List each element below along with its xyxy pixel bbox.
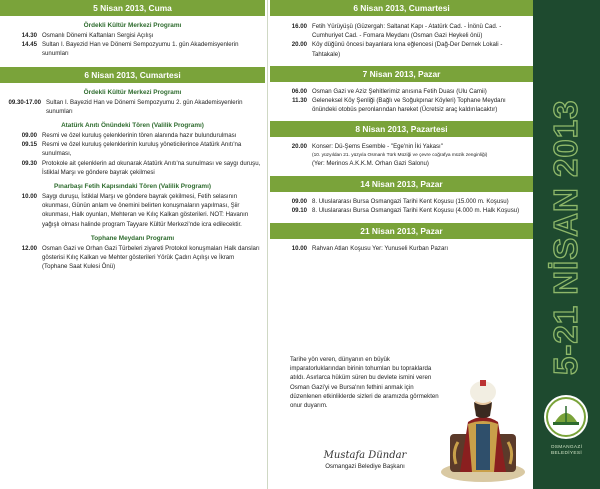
program-desc: Saygı duruşu, İstiklal Marşı ve göndere bayrak çekilmesi, Fetih selasının okunması, Günün anlam ve önemini belirten konuşmaların yapılması, Şiir okunması, Halk oyunları, Mehteran ve Kılıç Kalkan gösterileri. NOT: Havanın yağışlı olması halinde program Tayyare Kültür Merkezi'nde icra edilecektir.: [42, 193, 249, 228]
rows-apr8: [270, 142, 533, 167]
program-time: 11.30: [292, 97, 307, 105]
program-desc: Sultan I. Bayezid Han ve Dönemi Sempozyumu 1. gün Akademisyenlerin sunumları: [42, 41, 239, 58]
date-band-apr8: 8 Nisan 2013, Pazartesi: [270, 121, 533, 137]
program-desc: Resmi ve özel kuruluş çelenklerinin tören alanında hazır bulundurulması: [42, 132, 237, 140]
program-desc: Sultan I. Bayezid Han ve Dönemi Sempozyumu 2. gün Akademisyenlerin sunumları: [46, 98, 243, 115]
program-time: 09.10: [291, 207, 307, 215]
program-row: [0, 40, 265, 58]
signature: Mustafa Dündar: [323, 450, 407, 461]
program-row: [0, 98, 265, 116]
program-desc: Osmanlı Dönemi Kaftanları Sergisi Açılışı: [42, 32, 154, 39]
date-band-apr6-left: 6 Nisan 2013, Cumartesi: [0, 67, 265, 83]
program-time: 09.30: [21, 159, 37, 167]
column-divider: [267, 0, 268, 489]
program-desc: Rahvan Atları Koşusu Yer: Yunuseli Kurban Pazarı: [312, 245, 449, 253]
program-row: [270, 142, 533, 151]
section-title-tophane: Tophane Meydanı Programı: [90, 234, 175, 242]
program-row: [270, 96, 533, 114]
program-note-row: [270, 152, 533, 159]
program-row: [270, 244, 533, 253]
program-row: [270, 206, 533, 215]
program-time: 09.30-17.00: [8, 98, 41, 106]
program-time: 09.00: [291, 197, 307, 205]
rows-apr14: [270, 197, 533, 215]
program-time: 06.00: [291, 87, 307, 95]
signature-block: [290, 450, 440, 470]
date-band-apr5: 5 Nisan 2013, Cuma: [0, 0, 265, 16]
program-desc: Osman Gazi ve Orhan Gazi Türbeleri ziyareti Protokol konuşmaları Halk dansları gösterisi Kılıç Kalkan ve Mehter gösterileri Yörük Çadırı Açılışı ve İkram (Tophane Saat Kulesi Önü): [42, 244, 260, 271]
date-band-apr21: 21 Nisan 2013, Pazar: [270, 223, 533, 239]
date-band-apr14: 14 Nisan 2013, Pazar: [270, 176, 533, 192]
rows-apr6: [270, 22, 533, 59]
program-row: [270, 87, 533, 96]
signer-title: Osmangazi Belediye Başkanı: [325, 463, 405, 470]
program-row: [0, 140, 265, 158]
spacer: [270, 152, 312, 159]
program-time: 10.00: [21, 193, 37, 201]
program-note: (10. yüzyıldan 21. yüzyıla Osmanlı Türk Müziği ve çevre coğrafya müzik zenginliği): [312, 152, 488, 158]
program-row: [270, 22, 533, 40]
vertical-title-text: 5-21 NİSAN 2013: [547, 99, 584, 375]
program-row: [0, 31, 265, 40]
section-title-ordekli-1: Ördekli Kültür Merkezi Programı: [83, 22, 182, 29]
program-time: 14.45: [21, 41, 37, 49]
program-row: [0, 159, 265, 177]
program-row: [0, 192, 265, 229]
section-title-ataturk: Atatürk Anıtı Önündeki Tören (Valilik Programı): [61, 122, 204, 130]
program-desc: Resmi ve özel kuruluş çelenklerinin kuruluş yöneticilerince Atatürk Anıtı'na sunulması,: [42, 141, 242, 158]
program-desc: 8. Uluslararası Bursa Osmangazi Tarihi Kent Koşusu (4.000 m. Halk Koşusu): [312, 207, 520, 215]
sultan-portrait-illustration: [438, 372, 528, 484]
program-place: (Yer: Merinos A.K.K.M. Orhan Gazi Salonu): [312, 159, 429, 167]
rows-apr5: [0, 31, 265, 59]
date-band-apr7: 7 Nisan 2013, Pazar: [270, 66, 533, 82]
sidebar: [533, 0, 600, 489]
logo-caption-line1: OSMANGAZİ: [550, 445, 583, 450]
left-column: [0, 0, 265, 489]
section-title-ordekli-2: Ördekli Kültür Merkezi Programı: [83, 88, 182, 96]
vertical-title: [533, 0, 600, 390]
middle-column: [270, 0, 533, 489]
logo-caption-line2: BELEDİYESİ: [551, 451, 582, 456]
program-desc: 8. Uluslararası Bursa Osmangazi Tarihi Kent Koşusu (15.000 m. Koşusu): [312, 197, 509, 205]
program-time: 20.00: [291, 41, 307, 49]
program-desc: Konser: Dü-Şems Esemble - "Ege'nin İki Yakası": [312, 143, 443, 151]
program-row: [270, 197, 533, 206]
program-place-row: [270, 159, 533, 168]
rows-apr21: [270, 244, 533, 253]
program-time: 09.15: [21, 141, 37, 149]
spacer: [270, 159, 312, 168]
section-title-pinarbasi: Pınarbaşı Fetih Kapısındaki Tören (Valilik Programı): [54, 183, 211, 191]
date-band-apr6-right: 6 Nisan 2013, Cumartesi: [270, 0, 533, 16]
program-row: [0, 131, 265, 140]
rows-apr7: [270, 87, 533, 115]
program-desc: Osman Gazi ve Aziz Şehitlerimiz anısına Fetih Duası (Ulu Camii): [312, 87, 487, 95]
program-row: [270, 40, 533, 58]
program-time: 14.30: [21, 32, 37, 39]
logo-caption: [533, 445, 600, 457]
closing-message: Tarihe yön veren, dünyanın en büyük imparatorluklarından birinin tohumları bu topraklarda atıldı. Asırlarca hüküm süren bu devlete ismini veren Osman Gazi'yi ve Bursa'nın fethini anmak için düzenlenen etkinliklerde sizleri de aramızda görmekten onur duyarım.: [290, 356, 439, 410]
program-desc: Köy düğünü öncesi bayanlara kına eğlencesi (Dağ-Der Dernek Lokali - Tahtakale): [312, 41, 503, 58]
program-time: 10.00: [291, 245, 307, 253]
program-time: 20.00: [291, 143, 307, 151]
program-desc: Fetih Yürüyüşü (Güzergah: Saltanat Kapı - Atatürk Cad. - İnönü Cad. - Cumhuriyet Cad. - Fomara Meydanı (Osman Gazi Heykeli önü): [312, 23, 502, 40]
program-desc: Geleneksel Köy Şenliği (Bağlı ve Soğukpınar Köyleri) Tophane Meydanı önündeki otobüs peronlarından hareket (Ücretsiz araç kaldırılacaktır): [312, 97, 506, 114]
program-desc: Protokole ait çelenklerin ad okunarak Atatürk Anıtı'na sunulması ve saygı duruşu, İstiklal Marşı ve göndere bayrak çekilmesi: [42, 159, 261, 176]
program-time: 09.00: [21, 132, 37, 140]
osmangazi-logo-icon: [541, 392, 591, 442]
program-time: 16.00: [291, 23, 307, 30]
program-row: [0, 244, 265, 272]
program-time: 12.00: [21, 244, 37, 252]
